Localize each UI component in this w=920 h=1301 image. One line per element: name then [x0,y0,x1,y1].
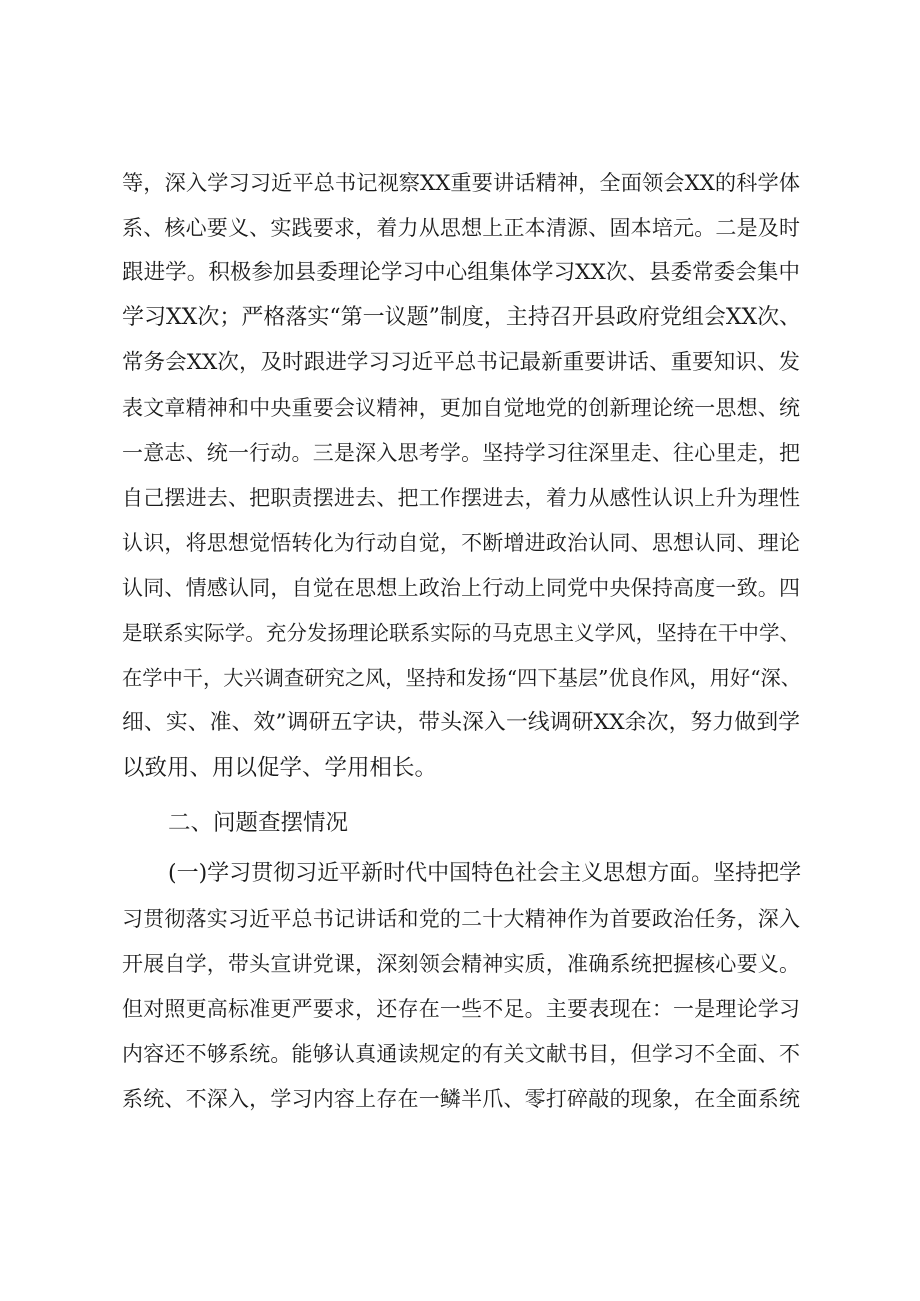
paragraph-1-line: 一意志、统一行动。三是深入思考学。坚持学习往深里走、往心里走，把 [122,441,800,465]
paragraph-2-line: (一)学习贯彻习近平新时代中国特色社会主义思想方面。坚持把学 [168,861,802,886]
paragraph-1-line: 在学中干，大兴调查研究之风，坚持和发扬“四下基层”优良作风，用好“深、 [122,666,802,690]
paragraph-1-line: 等，深入学习习近平总书记视察XX重要讲话精神，全面领会XX的科学体 [122,171,800,196]
paragraph-1-line: 是联系实际学。充分发扬理论联系实际的马克思主义学风，坚持在干中学、 [122,621,800,645]
paragraph-1-line: 认识，将思想觉悟转化为行动自觉，不断增进政治认同、思想认同、理论 [122,531,800,555]
paragraph-1-line: 学习XX次；严格落实“第一议题”制度，主持召开县政府党组会XX次、 [122,305,802,330]
paragraph-1-line: 认同、情感认同，自觉在思想上政治上行动上同党中央保持高度一致。四 [122,576,800,600]
paragraph-2-line: 但对照更高标准更严要求，还存在一些不足。主要表现在：一是理论学习 [122,997,800,1021]
section-heading: 二、问题查摆情况 [168,810,349,836]
paragraph-1-line: 以致用、用以促学、学用相长。 [122,755,438,781]
paragraph-1-line: 系、核心要义、实践要求，着力从思想上正本清源、固本培元。二是及时 [122,216,800,240]
paragraph-1-line: 常务会XX次，及时跟进学习习近平总书记最新重要讲话、重要知识、发 [122,350,800,375]
paragraph-2-line: 习贯彻落实习近平总书记讲话和党的二十大精神作为首要政治任务，深入 [122,907,800,931]
paragraph-1-line: 细、实、准、效”调研五字诀，带头深入一线调研XX余次，努力做到学 [122,710,800,735]
paragraph-1-line: 跟进学。积极参加县委理论学习中心组集体学习XX次、县委常委会集中 [122,260,800,285]
paragraph-2-line: 内容还不够系统。能够认真通读规定的有关文献书目，但学习不全面、不 [122,1042,800,1066]
paragraph-2-line: 开展自学，带头宣讲党课，深刻领会精神实质，准确系统把握核心要义。 [122,952,800,976]
paragraph-2-line: 系统、不深入，学习内容上存在一鳞半爪、零打碎敲的现象，在全面系统 [122,1087,800,1111]
paragraph-1-line: 表文章精神和中央重要会议精神，更加自觉地党的创新理论统一思想、统 [122,396,800,420]
paragraph-1-line: 自己摆进去、把职责摆进去、把工作摆进去，着力从感性认识上升为理性 [122,486,800,510]
